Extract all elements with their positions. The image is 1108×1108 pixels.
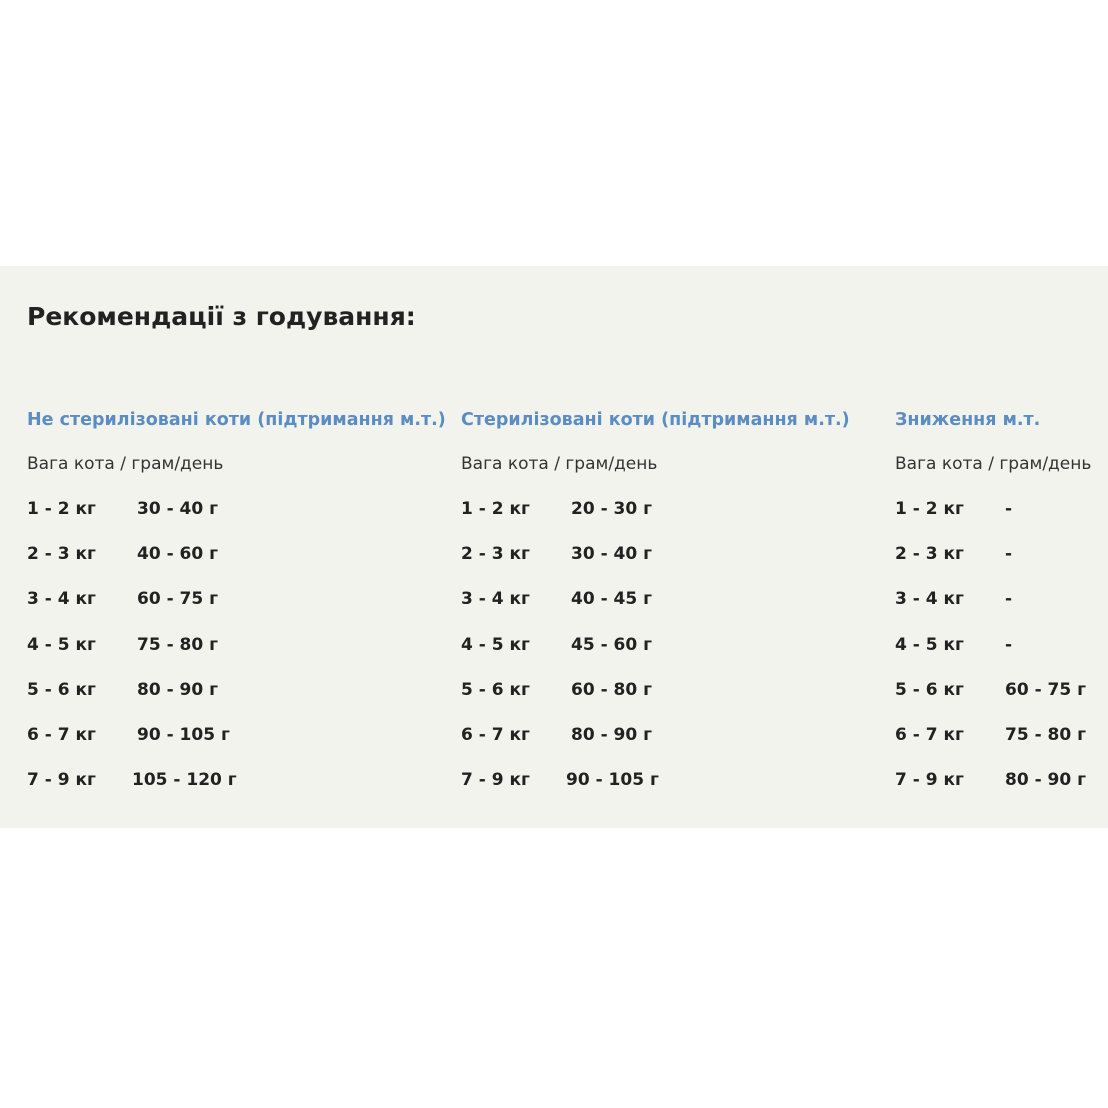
amount-cell: 60 - 75 г — [1005, 679, 1087, 700]
table-row — [895, 539, 1091, 584]
table-row — [27, 630, 446, 675]
table-row — [461, 630, 850, 675]
weight-cell: 5 - 6 кг — [461, 679, 530, 700]
amount-cell: 45 - 60 г — [571, 634, 653, 655]
weight-cell: 3 - 4 кг — [895, 589, 964, 610]
table-row — [895, 584, 1091, 629]
table-row — [895, 720, 1091, 765]
weight-cell: 7 - 9 кг — [27, 770, 96, 791]
column-subheading: Вага кота / грам/день — [895, 454, 1092, 474]
amount-cell: 30 - 40 г — [137, 499, 219, 519]
weight-cell: 7 - 9 кг — [895, 770, 964, 791]
amount-cell: 60 - 75 г — [137, 589, 219, 610]
table-row — [27, 584, 446, 629]
column-subheading: Вага кота / грам/день — [461, 454, 658, 474]
amount-cell: 80 - 90 г — [137, 679, 219, 700]
weight-cell: 6 - 7 кг — [461, 724, 530, 745]
weight-cell: 6 - 7 кг — [27, 724, 96, 745]
table-row — [461, 675, 850, 720]
amount-cell: 60 - 80 г — [571, 679, 653, 700]
amount-cell: 80 - 90 г — [1005, 770, 1087, 791]
weight-cell: 4 - 5 кг — [27, 634, 96, 655]
table-row — [27, 539, 446, 584]
table-row — [27, 675, 446, 720]
weight-cell: 1 - 2 кг — [461, 499, 530, 519]
amount-cell: 90 - 105 г — [566, 770, 659, 791]
table-row — [461, 584, 850, 629]
table-row — [27, 720, 446, 765]
feeding-rows — [461, 494, 850, 810]
column-sterilized — [461, 404, 850, 810]
weight-cell: 7 - 9 кг — [461, 770, 530, 791]
column-heading: Зниження м.т. — [895, 410, 1041, 430]
table-row — [895, 494, 1091, 539]
amount-cell: 30 - 40 г — [571, 544, 653, 565]
amount-cell: 80 - 90 г — [571, 724, 653, 745]
amount-cell: 75 - 80 г — [137, 634, 219, 655]
weight-cell: 1 - 2 кг — [895, 499, 964, 519]
table-row — [27, 494, 446, 539]
weight-cell: 3 - 4 кг — [27, 589, 96, 610]
weight-cell: 4 - 5 кг — [461, 634, 530, 655]
column-weight-loss — [895, 404, 1091, 810]
table-row — [895, 765, 1091, 810]
weight-cell: 1 - 2 кг — [27, 499, 96, 519]
weight-cell: 5 - 6 кг — [27, 679, 96, 700]
column-subheading: Вага кота / грам/день — [27, 454, 224, 474]
feeding-rows — [27, 494, 446, 810]
table-row — [895, 675, 1091, 720]
weight-cell: 2 - 3 кг — [461, 544, 530, 565]
table-row — [461, 765, 850, 810]
column-heading: Не стерилізовані коти (підтримання м.т.) — [27, 410, 446, 430]
feeding-rows — [895, 494, 1091, 810]
column-heading: Стерилізовані коти (підтримання м.т.) — [461, 410, 850, 430]
table-row — [461, 720, 850, 765]
amount-cell: 105 - 120 г — [132, 770, 237, 791]
column-non-sterilized — [27, 404, 446, 810]
weight-cell: 2 - 3 кг — [895, 544, 964, 565]
weight-cell: 6 - 7 кг — [895, 724, 964, 745]
amount-cell: - — [1005, 589, 1013, 610]
weight-cell: 2 - 3 кг — [27, 544, 96, 565]
table-row — [895, 630, 1091, 675]
table-row — [461, 539, 850, 584]
page-title: Рекомендації з годування: — [27, 302, 416, 331]
weight-cell: 4 - 5 кг — [895, 634, 964, 655]
weight-cell: 3 - 4 кг — [461, 589, 530, 610]
amount-cell: - — [1005, 499, 1013, 519]
amount-cell: 20 - 30 г — [571, 499, 653, 519]
amount-cell: 90 - 105 г — [137, 724, 230, 745]
amount-cell: - — [1005, 544, 1013, 565]
table-row — [27, 765, 446, 810]
amount-cell: - — [1005, 634, 1013, 655]
amount-cell: 40 - 45 г — [571, 589, 653, 610]
amount-cell: 75 - 80 г — [1005, 724, 1087, 745]
table-row — [461, 494, 850, 539]
amount-cell: 40 - 60 г — [137, 544, 219, 565]
weight-cell: 5 - 6 кг — [895, 679, 964, 700]
